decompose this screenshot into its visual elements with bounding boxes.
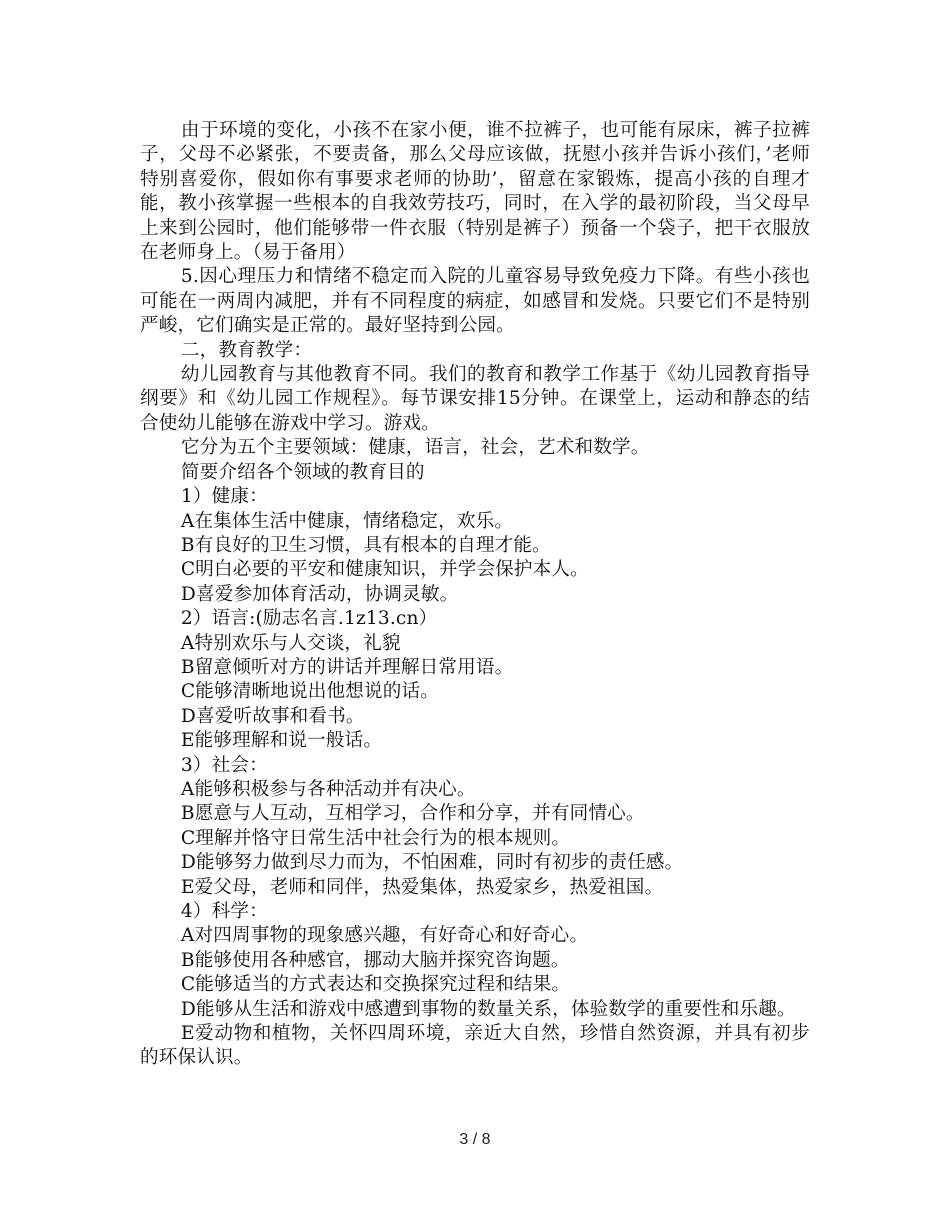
list-item: E爱父母，老师和同伴，热爱集体，热爱家乡，热爱祖国。 <box>180 876 664 898</box>
list-item: A特别欢乐与人交谈，礼貌 <box>180 632 401 654</box>
list-item: D喜爱参加体育活动，协调灵敏。 <box>180 583 459 605</box>
list-item: E爱动物和植物，关怀四周环境，亲近大自然，珍惜自然资源，并具有初步的环保认识。 <box>140 1023 810 1069</box>
list-item: A对四周事物的现象感兴趣，有好奇心和好奇心。 <box>180 925 589 947</box>
list-item: B留意倾听对方的讲话并理解日常用语。 <box>180 656 514 678</box>
list-item: B愿意与人互动，互相学习，合作和分享，并有同情心。 <box>180 803 645 825</box>
list-item: D能够努力做到尽力而为，不怕困难，同时有初步的责任感。 <box>180 852 684 874</box>
list-item: D喜爱听故事和看书。 <box>180 705 365 727</box>
list-item: E能够理解和说一般话。 <box>180 730 383 752</box>
list-item: C明白必要的平安和健康知识，并学会保护本人。 <box>180 559 589 581</box>
list-item: B有良好的卫生习惯，具有根本的自理才能。 <box>180 534 551 556</box>
paragraph-immunity: 5.因心理压力和情绪不稳定而入院的儿童容易导致免疫力下降。有些小孩也可能在一两周内减肥，并有不同程度的病症，如感冒和发烧。只要它们不是特别严峻，它们确实是正常的。最好坚持到公园。 <box>140 266 810 337</box>
subheading-society: 3）社会： <box>180 754 268 776</box>
subheading-health: 1）健康： <box>180 486 268 508</box>
list-item: A能够积极参与各种活动并有决心。 <box>180 778 476 800</box>
paragraph-education-intro: 幼儿园教育与其他教育不同。我们的教育和教学工作基于《幼儿园教育指导纲要》和《幼儿园工作规程》。每节课安排15分钟。在课堂上，运动和静态的结合使幼儿能够在游戏中学习。游戏。 <box>140 364 810 434</box>
paragraph-domain-intro: 简要介绍各个领域的教育目的 <box>180 461 425 483</box>
list-item: D能够从生活和游戏中感遭到事物的数量关系，体验数学的重要性和乐趣。 <box>180 998 796 1020</box>
document-body <box>140 119 810 1071</box>
page-number: 3 / 8 <box>459 1131 491 1148</box>
list-item: C能够清晰地说出他想说的话。 <box>180 681 439 703</box>
list-item: B能够使用各种感官，挪动大脑并探究咨询题。 <box>180 949 570 971</box>
paragraph-toilet-advice: 由于环境的变化，小孩不在家小便，谁不拉裤子，也可能有尿床，裤子拉裤子，父母不必紧张，不要责备，那么父母应该做，抚慰小孩并告诉小孩们，’老师特别喜爱你，假如你有事要求老师的协助’，留意在家锻炼，提高小孩的自理才能，教小孩掌握一些根本的自我效劳技巧，同时，在入学的最初阶段，当父母早上来到公园时，他们能够带一件衣服（特别是裤子）预备一个袋子，把干衣服放在老师身上。（易于备用） <box>140 120 810 264</box>
list-item: C理解并恪守日常生活中社会行为的根本规则。 <box>180 827 571 849</box>
subheading-science: 4）科学： <box>180 901 268 922</box>
list-item: C能够适当的方式表达和交换探究过程和结果。 <box>180 974 571 996</box>
list-item: A在集体生活中健康，情绪稳定，欢乐。 <box>180 510 514 532</box>
paragraph-five-domains: 它分为五个主要领域：健康，语言，社会，艺术和数学。 <box>180 437 650 459</box>
subheading-language: 2）语言:(励志名言.1z13.cn） <box>180 608 438 630</box>
section-heading-education: 二，教育教学： <box>180 339 313 361</box>
